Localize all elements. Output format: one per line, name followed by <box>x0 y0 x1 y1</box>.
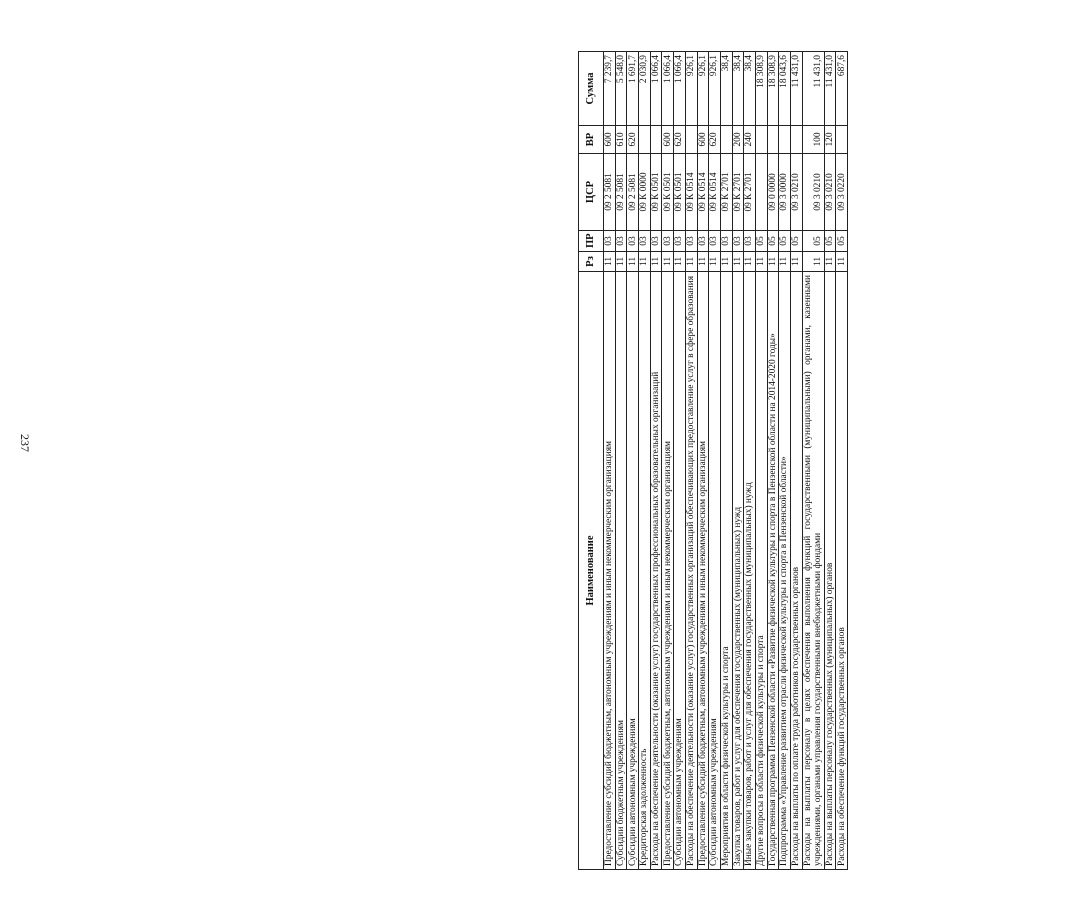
cell-sum: 5 548,0 <box>615 52 627 126</box>
cell-name: Расходы на выплаты персоналу в целях обеспечения выполнения функций государственными (муниципальными) органами, казенными учреждениями, органами управления государственными внебюджетными фондами <box>802 272 824 870</box>
cell-pr: 03 <box>650 231 662 252</box>
cell-csr: 09 К 0514 <box>685 154 697 231</box>
cell-csr: 09 2 5081 <box>615 154 627 231</box>
cell-vr <box>791 126 803 154</box>
cell-pr: 03 <box>639 231 651 252</box>
cell-name: Закупка товаров, работ и услуг для обеспечения государственных (муниципальных) нужд <box>732 272 744 870</box>
table-row <box>685 52 697 870</box>
header-vr: ВР <box>579 126 604 154</box>
cell-sum: 687,6 <box>836 52 848 126</box>
cell-sum: 11 431,0 <box>824 52 836 126</box>
table-row <box>639 52 651 870</box>
cell-pr: 03 <box>662 231 674 252</box>
cell-vr: 620 <box>674 126 686 154</box>
table-row <box>802 52 824 870</box>
cell-sum: 1 066,4 <box>674 52 686 126</box>
cell-name: Расходы на выплаты персоналу государственных (муниципальных) органов <box>824 272 836 870</box>
table-row <box>791 52 803 870</box>
cell-pr: 05 <box>767 231 779 252</box>
cell-name: Расходы на обеспечение функций государственных органов <box>836 272 848 870</box>
cell-pr: 03 <box>604 231 616 252</box>
cell-name: Расходы на обеспечение деятельности (оказание услуг) государственных организаций обеспечивающих предоставление услуг в сфере образования <box>685 272 697 870</box>
cell-name: Государственная программа Пензенской области «Развитие физической культуры и спорта в Пензенской области на 2014-2020 годы» <box>767 272 779 870</box>
cell-vr: 620 <box>709 126 721 154</box>
cell-sum: 38,4 <box>744 52 756 126</box>
cell-csr: 09 К 0514 <box>709 154 721 231</box>
cell-pr: 03 <box>627 231 639 252</box>
cell-vr: 610 <box>615 126 627 154</box>
cell-name: Предоставление субсидий бюджетным, автономным учреждениям и иным некоммерческим организациям <box>604 272 616 870</box>
cell-rz: 11 <box>767 252 779 272</box>
cell-rz: 11 <box>674 252 686 272</box>
cell-vr: 600 <box>604 126 616 154</box>
cell-vr: 120 <box>824 126 836 154</box>
cell-csr: 09 3 0220 <box>836 154 848 231</box>
table-row <box>697 52 709 870</box>
cell-name: Иные закупки товаров, работ и услуг для обеспечения государственных (муниципальных) нужд <box>744 272 756 870</box>
cell-vr <box>650 126 662 154</box>
header-csr: ЦСР <box>579 154 604 231</box>
cell-name: Субсидии автономным учреждениям <box>674 272 686 870</box>
cell-pr: 05 <box>824 231 836 252</box>
header-sum: Сумма <box>579 52 604 126</box>
cell-sum: 926,1 <box>709 52 721 126</box>
cell-csr: 09 К 0501 <box>650 154 662 231</box>
cell-vr <box>767 126 779 154</box>
table-row <box>755 52 767 870</box>
cell-name: Субсидии автономным учреждениям <box>709 272 721 870</box>
table-row <box>824 52 836 870</box>
cell-sum: 1 066,4 <box>650 52 662 126</box>
cell-rz: 11 <box>732 252 744 272</box>
cell-rz: 11 <box>627 252 639 272</box>
cell-sum: 11 431,0 <box>791 52 803 126</box>
table-row <box>732 52 744 870</box>
cell-pr: 05 <box>802 231 824 252</box>
cell-rz: 11 <box>604 252 616 272</box>
table-row <box>779 52 791 870</box>
cell-rz: 11 <box>650 252 662 272</box>
cell-rz: 11 <box>685 252 697 272</box>
cell-pr: 05 <box>836 231 848 252</box>
cell-sum: 38,4 <box>720 52 732 126</box>
cell-rz: 11 <box>791 252 803 272</box>
cell-pr: 03 <box>674 231 686 252</box>
cell-rz: 11 <box>720 252 732 272</box>
cell-csr: 09 2 5081 <box>627 154 639 231</box>
cell-pr: 03 <box>697 231 709 252</box>
cell-sum: 38,4 <box>732 52 744 126</box>
cell-rz: 11 <box>697 252 709 272</box>
cell-csr: 09 3 0210 <box>802 154 824 231</box>
cell-name: Другие вопросы в области физической культуры и спорта <box>755 272 767 870</box>
cell-csr: 09 К 0000 <box>639 154 651 231</box>
table-header-row <box>579 52 604 870</box>
cell-name: Расходы на обеспечение деятельности (оказание услуг) государственных профессиональных образовательных организаций <box>650 272 662 870</box>
cell-sum: 1 691,7 <box>627 52 639 126</box>
cell-vr: 100 <box>802 126 824 154</box>
cell-name: Предоставление субсидий бюджетным, автономным учреждениям и иным некоммерческим организациям <box>662 272 674 870</box>
cell-vr <box>685 126 697 154</box>
cell-pr: 03 <box>744 231 756 252</box>
cell-rz: 11 <box>836 252 848 272</box>
cell-rz: 11 <box>802 252 824 272</box>
cell-name: Субсидии автономным учреждениям <box>627 272 639 870</box>
cell-rz: 11 <box>639 252 651 272</box>
cell-name: Предоставление субсидий бюджетным, автономным учреждениям и иным некоммерческим организациям <box>697 272 709 870</box>
cell-sum: 18 043,6 <box>779 52 791 126</box>
cell-pr: 03 <box>685 231 697 252</box>
cell-sum: 18 308,9 <box>767 52 779 126</box>
cell-sum: 7 239,7 <box>604 52 616 126</box>
cell-vr <box>779 126 791 154</box>
cell-pr: 03 <box>709 231 721 252</box>
cell-vr <box>755 126 767 154</box>
cell-name: Мероприятия в области физической культуры и спорта <box>720 272 732 870</box>
cell-vr <box>836 126 848 154</box>
table-row <box>627 52 639 870</box>
cell-csr: 09 К 0501 <box>674 154 686 231</box>
cell-csr: 09 К 0514 <box>697 154 709 231</box>
cell-sum: 18 308,9 <box>755 52 767 126</box>
cell-vr <box>639 126 651 154</box>
cell-pr: 05 <box>779 231 791 252</box>
cell-sum: 2 030,9 <box>639 52 651 126</box>
cell-vr: 600 <box>662 126 674 154</box>
header-pr: ПР <box>579 231 604 252</box>
cell-pr: 03 <box>720 231 732 252</box>
rotated-page-content <box>578 52 1076 870</box>
table-row <box>662 52 674 870</box>
header-rz: Рз <box>579 252 604 272</box>
cell-rz: 11 <box>662 252 674 272</box>
cell-rz: 11 <box>744 252 756 272</box>
cell-csr: 09 0 0000 <box>767 154 779 231</box>
header-name: Наименование <box>579 272 604 870</box>
cell-name: Подпрограмма «Управление развитием отрасли физической культуры и спорта в Пензенской области» <box>779 272 791 870</box>
cell-sum: 926,1 <box>685 52 697 126</box>
cell-csr: 09 3 0210 <box>791 154 803 231</box>
cell-csr: 09 2 5081 <box>604 154 616 231</box>
cell-name: Кредиторская задолженность <box>639 272 651 870</box>
page-number: 237 <box>18 434 32 452</box>
cell-csr: 09 3 0000 <box>779 154 791 231</box>
cell-csr: 09 К 2701 <box>720 154 732 231</box>
table-body <box>604 52 848 870</box>
cell-name: Субсидии бюджетным учреждениям <box>615 272 627 870</box>
cell-vr: 600 <box>697 126 709 154</box>
cell-name: Расходы на выплаты по оплате труда работников государственных органов <box>791 272 803 870</box>
cell-vr <box>720 126 732 154</box>
cell-vr: 200 <box>732 126 744 154</box>
budget-table <box>578 51 848 870</box>
cell-csr: 09 К 2701 <box>744 154 756 231</box>
cell-vr: 620 <box>627 126 639 154</box>
cell-pr: 03 <box>615 231 627 252</box>
cell-rz: 11 <box>779 252 791 272</box>
cell-pr: 05 <box>755 231 767 252</box>
table-row <box>674 52 686 870</box>
cell-vr: 240 <box>744 126 756 154</box>
cell-csr: 09 3 0210 <box>824 154 836 231</box>
cell-csr <box>755 154 767 231</box>
table-row <box>836 52 848 870</box>
cell-csr: 09 К 2701 <box>732 154 744 231</box>
table-row <box>767 52 779 870</box>
cell-csr: 09 К 0501 <box>662 154 674 231</box>
cell-sum: 1 066,4 <box>662 52 674 126</box>
cell-pr: 05 <box>791 231 803 252</box>
cell-sum: 926,1 <box>697 52 709 126</box>
table-row <box>604 52 616 870</box>
cell-pr: 03 <box>732 231 744 252</box>
table-row <box>709 52 721 870</box>
cell-rz: 11 <box>755 252 767 272</box>
cell-rz: 11 <box>615 252 627 272</box>
cell-sum: 11 431,0 <box>802 52 824 126</box>
table-row <box>650 52 662 870</box>
cell-rz: 11 <box>709 252 721 272</box>
cell-rz: 11 <box>824 252 836 272</box>
table-row <box>720 52 732 870</box>
table-row <box>615 52 627 870</box>
table-row <box>744 52 756 870</box>
